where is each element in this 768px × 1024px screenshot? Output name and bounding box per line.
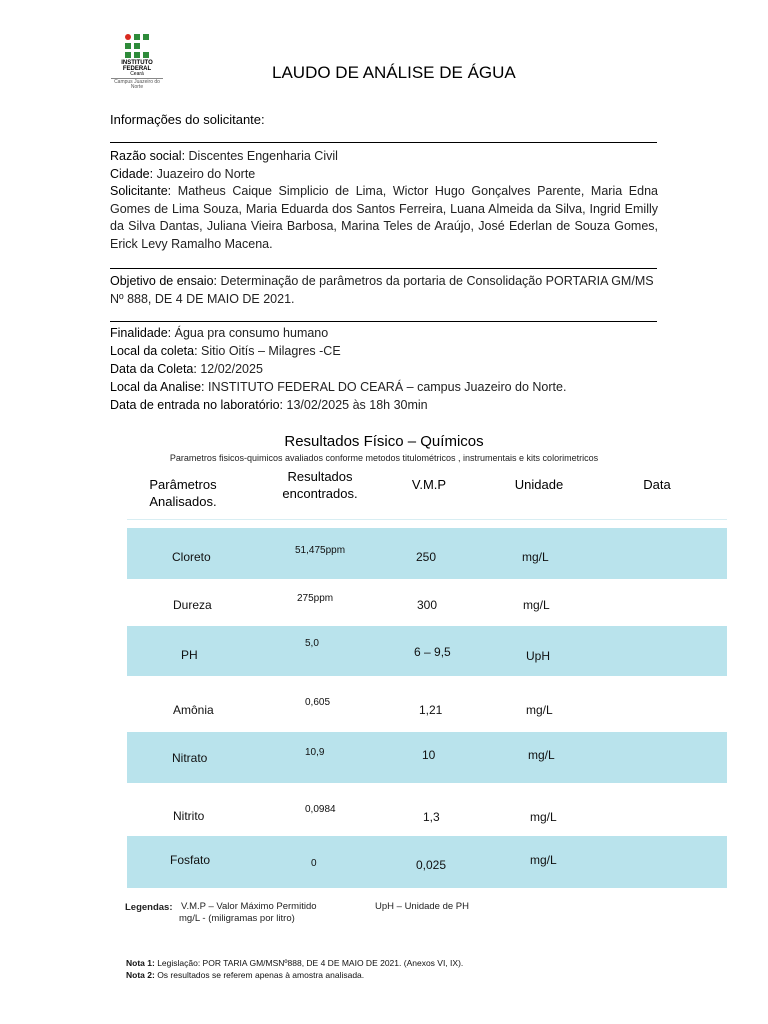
data-coleta-label: Data da Coleta:: [110, 362, 197, 376]
header-vmp: V.M.P: [411, 477, 447, 492]
logo-line-1: INSTITUTO: [121, 60, 153, 66]
param-cell: PH: [181, 648, 198, 662]
solicitante-label: Solicitante:: [110, 184, 172, 198]
cidade-label: Cidade:: [110, 167, 154, 181]
header-parameters: Parâmetros Analisados.: [149, 477, 217, 509]
razao-social-label: Razão social:: [110, 149, 186, 163]
vmp-cell: 1,3: [423, 810, 440, 824]
vmp-cell: 1,21: [419, 703, 443, 717]
divider: [110, 268, 657, 269]
table-row: [127, 732, 727, 783]
finalidade-label: Finalidade:: [110, 326, 172, 340]
unit-cell: UpH: [526, 649, 551, 663]
result-cell: 0,0984: [305, 804, 336, 815]
finalidade-field: [110, 325, 658, 343]
vmp-cell: 6 – 9,5: [414, 645, 451, 659]
unit-cell: mg/L: [526, 703, 553, 717]
local-coleta-value: Sitio Oitís – Milagres -CE: [201, 344, 341, 358]
result-cell: 10,9: [305, 747, 325, 758]
result-cell: 275ppm: [297, 593, 334, 604]
logo-text: [111, 60, 163, 90]
institution-logo: [111, 34, 167, 106]
note-2-text: Os resultados se referem apenas à amostra analisada.: [157, 970, 365, 980]
result-cell: 0: [311, 858, 317, 869]
header-divider: [127, 519, 727, 520]
param-cell: Nitrito: [173, 809, 205, 823]
data-entrada-value: 13/02/2025 às 18h 30min: [286, 398, 428, 412]
result-cell: 0,605: [305, 697, 331, 708]
note-2: [126, 970, 364, 980]
razao-social-value: Discentes Engenharia Civil: [188, 149, 338, 163]
legend-vmp: V.M.P – Valor Máximo Permitido: [181, 901, 317, 912]
table-row: [127, 836, 727, 888]
legend-mgl: mg/L - (miligramas por litro): [179, 913, 295, 924]
legend-uph: UpH – Unidade de PH: [375, 901, 469, 912]
param-cell: Nitrato: [172, 751, 208, 765]
solicitante-field: [110, 183, 658, 254]
local-coleta-field: [110, 343, 658, 361]
cidade-value: Juazeiro do Norte: [156, 167, 256, 181]
document-title: LAUDO DE ANÁLISE DE ÁGUA: [272, 63, 516, 82]
unit-cell: mg/L: [530, 810, 557, 824]
razao-social-field: [110, 148, 658, 166]
requester-section-heading: Informações do solicitante:: [110, 112, 265, 127]
param-cell: Dureza: [173, 598, 212, 612]
unit-cell: mg/L: [530, 853, 557, 867]
divider: [110, 142, 657, 143]
table-row: [127, 676, 727, 732]
header-results: Resultados encontrados.: [282, 469, 358, 501]
note-1: [126, 958, 463, 968]
param-cell: Fosfato: [170, 853, 211, 867]
header-unit: Unidade: [514, 477, 564, 492]
divider: [110, 321, 657, 322]
logo-line-3: Ceará: [130, 71, 144, 77]
data-coleta-value: 12/02/2025: [200, 362, 263, 376]
solicitante-value: Matheus Caique Simplicio de Lima, Wictor Hugo Gonçalves Parente, Maria Edna Gomes de Lima Souza, Maria Eduarda dos Santos Ferreira, Luana Almeida da Silva, Ingrid Emilly da Silva Dantas, Juliana Vieira Barbosa, Marina Teles de Araújo, José Ederlan de Souza Gomes, Erick Levy Ramalho Macena.: [110, 184, 658, 252]
objetivo-field: [110, 273, 658, 308]
results-subtitle: Parametros fisicos-quimicos avaliados conforme metodos titulométricos , instrumentais e kits colorimetricos: [169, 453, 599, 463]
local-analise-field: [110, 379, 658, 397]
logo-line-4: Campus Juazeiro do Norte: [111, 78, 163, 90]
table-row: [127, 626, 727, 676]
table-row: [127, 579, 727, 626]
objetivo-label: Objetivo de ensaio:: [110, 274, 218, 288]
result-cell: 5,0: [305, 638, 319, 649]
note-2-label: Nota 2:: [126, 970, 155, 980]
table-row: [127, 528, 727, 579]
vmp-cell: 10: [422, 748, 436, 762]
unit-cell: mg/L: [523, 598, 550, 612]
unit-cell: mg/L: [522, 550, 549, 564]
vmp-cell: 0,025: [416, 858, 447, 872]
result-cell: 51,475ppm: [295, 545, 346, 556]
header-date: Data: [643, 477, 671, 492]
note-1-text: Legislação: POR TARIA GM/MSNº888, DE 4 DE MAIO DE 2021. (Anexos VI, IX).: [157, 958, 464, 968]
vmp-cell: 250: [416, 550, 437, 564]
param-cell: Cloreto: [172, 550, 211, 564]
results-title: Resultados Físico – Químicos: [284, 433, 484, 450]
vmp-cell: 300: [417, 598, 438, 612]
local-analise-value: INSTITUTO FEDERAL DO CEARÁ – campus Juazeiro do Norte.: [208, 380, 567, 394]
cidade-field: [110, 166, 658, 184]
param-cell: Amônia: [173, 703, 214, 717]
data-entrada-field: [110, 397, 658, 415]
data-coleta-field: [110, 361, 658, 379]
data-entrada-label: Data de entrada no laboratório:: [110, 398, 284, 412]
logo-line-2: FEDERAL: [122, 66, 152, 72]
legend-label: Legendas:: [125, 902, 173, 913]
finalidade-value: Água pra consumo humano: [174, 326, 329, 340]
table-row: [127, 783, 727, 836]
local-coleta-label: Local da coleta:: [110, 344, 198, 358]
note-1-label: Nota 1:: [126, 958, 155, 968]
local-analise-label: Local da Analise:: [110, 380, 205, 394]
objetivo-value: Determinação de parâmetros da portaria de Consolidação PORTARIA GM/MS Nº 888, DE 4 DE MAIO DE 2021.: [110, 274, 654, 306]
unit-cell: mg/L: [528, 748, 555, 762]
logo-icon: [125, 34, 149, 58]
